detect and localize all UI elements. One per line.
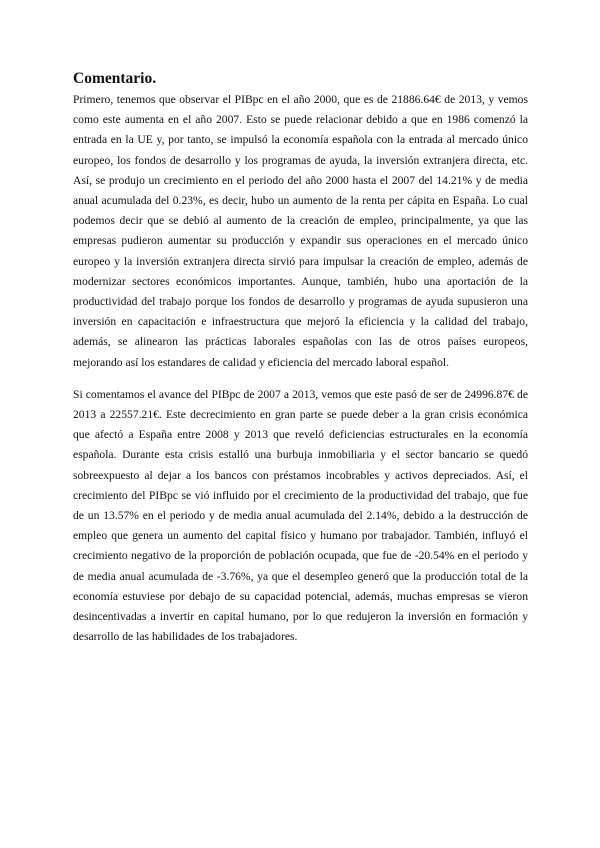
- paragraph-2: Si comentamos el avance del PIBpc de 2007 a 2013, vemos que este pasó de ser de 24996.87€ de 2013 a 22557.21€. Este decrecimiento en gran parte se puede deber a la gran crisis económica que afectó a España entre 2008 y 2013 que reveló deficiencias estructurales en la economía española. Durante esta crisis estalló una burbuja inmobiliaria y el sector bancario se quedó sobreexpuesto al dejar a los bancos con préstamos incobrables y activos depreciados. Así, el crecimiento del PIBpc se vió influido por el crecimiento de la productividad del trabajo, que fue de un 13.57% en el periodo y de media anual acumulada del 2.14%, debido a la destrucción de empleo que genera un aumento del capital físico y humano por trabajador. También, influyó el crecimiento negativo de la proporción de población ocupada, que fue de -20.54% en el periodo y de media anual acumulada de -3.76%, ya que el desempleo generó que la producción total de la economía estuviese por debajo de su capacidad potencial, además, muchas empresas se vieron desincentivadas a invertir en capital humano, por lo que redujeron la inversión en formación y desarrollo de las habilidades de los trabajadores.: [73, 387, 528, 644]
- paragraph-1: Primero, tenemos que observar el PIBpc en el año 2000, que es de 21886.64€ de 2013, y vemos como este aumenta en el año 2007. Esto se puede relacionar debido a que en 1986 comenzó la entrada en la UE y, por tanto, se impulsó la economía española con la entrada al mercado único europeo, los fondos de desarrollo y los programas de ayuda, la inversión extranjera directa, etc. Así, se produjo un crecimiento en el periodo del año 2000 hasta el 2007 del 14.21% y de media anual acumulada del 0.23%, es decir, hubo un aumento de la renta per cápita en España. Lo cual podemos decir que se debió al aumento de la creación de empleo, principalmente, ya que las empresas pudieron aumentar su producción y expandir sus operaciones en el mercado único europeo y la inversión extranjera directa sirvió para impulsar la creación de empleo, además de modernizar sectores económicos importantes. Aunque, también, hubo una aportación de la productividad del trabajo porque los fondos de desarrollo y programas de ayuda supusieron una inversión en capacitación e infraestructura que mejoró la eficiencia y la calidad del trabajo, además, se alinearon las prácticas laborales españolas con las de otros países europeos, mejorando así los estandares de calidad y eficiencia del mercado laboral español.: [73, 93, 528, 369]
- section-heading: Comentario.: [73, 70, 157, 87]
